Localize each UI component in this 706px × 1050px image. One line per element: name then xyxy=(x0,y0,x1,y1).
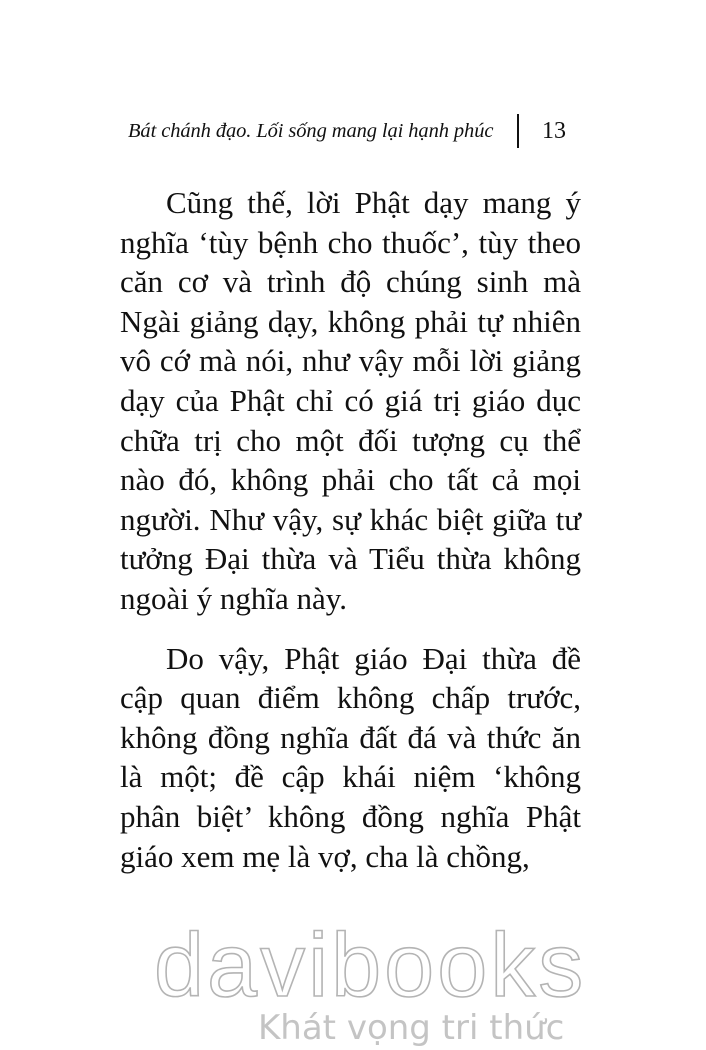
running-title: Bát chánh đạo. Lối sống mang lại hạnh phúc xyxy=(128,120,494,142)
header-divider xyxy=(517,114,519,148)
page-number: 13 xyxy=(542,118,566,144)
publisher-watermark xyxy=(150,916,587,1050)
body-text xyxy=(120,183,581,876)
watermark-tagline: Khát vọng tri thức xyxy=(258,1008,565,1048)
paragraph-1: Cũng thế, lời Phật dạy mang ý nghĩa ‘tùy bệnh cho thuốc’, tùy theo căn cơ và trình độ chúng sinh mà Ngài giảng dạy, không phải tự nhiên vô cớ mà nói, như vậy mỗi lời giảng dạy của Phật chỉ có giá trị giáo dục chữa trị cho một đối tượng cụ thể nào đó, không phải cho tất cả mọi người. Như vậy, sự khác biệt giữa tư tưởng Đại thừa và Tiểu thừa không ngoài ý nghĩa này. xyxy=(120,185,581,616)
running-header xyxy=(0,114,706,150)
paragraph-2: Do vậy, Phật giáo Đại thừa đề cập quan điểm không chấp trước, không đồng nghĩa đất đá và thức ăn là một; đề cập khái niệm ‘không phân biệt’ không đồng nghĩa Phật giáo xem mẹ là vợ, cha là chồng, xyxy=(120,640,581,874)
watermark-logo: davibooks xyxy=(154,916,587,1016)
